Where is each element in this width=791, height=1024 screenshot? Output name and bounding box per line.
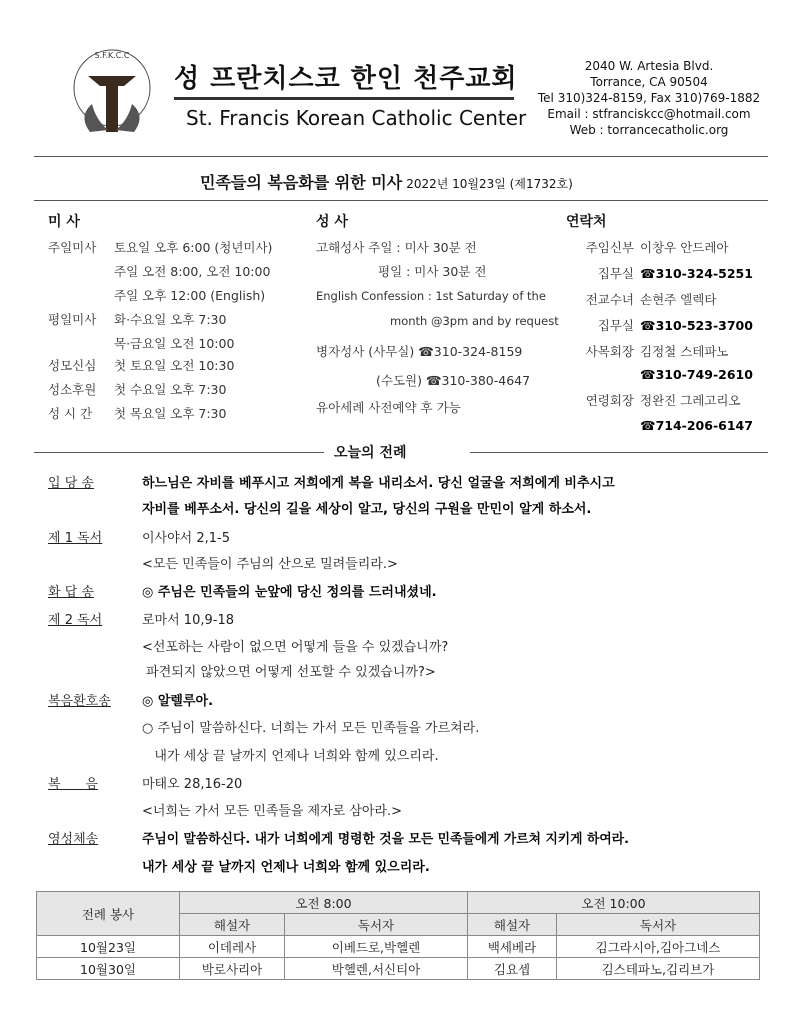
second-reading-label: 제 2 독서 (48, 613, 103, 628)
commentator: 김요셉 (468, 958, 557, 980)
parish-title-korean: 성 프란치스코 한인 천주교회 (174, 64, 518, 94)
mass-row (48, 262, 270, 280)
mass-row-text: 주일 오전 8:00, 오전 10:00 (114, 264, 271, 279)
contact-row (562, 264, 753, 282)
mass-schedule-header: 미 사 (48, 214, 80, 230)
mass-row-text: 주일 오후 12:00 (English) (114, 288, 266, 303)
service-date: 10월23일 (37, 936, 180, 958)
sacrament-row: 고해성사 주일 : 미사 30분 전 (316, 240, 477, 255)
first-reading-ref: 이사야서 2,1-5 (142, 531, 231, 546)
parish-logo (68, 46, 156, 150)
mass-row-label: 성 시 간 (48, 406, 93, 421)
mass-divider (34, 200, 768, 201)
mass-row-text: 화·수요일 오후 7:30 (114, 312, 227, 327)
first-reading-label: 제 1 독서 (48, 531, 103, 546)
gospel-summary: <너희는 가서 모든 민족들을 제자로 삼아라.> (142, 804, 403, 819)
contact-row (562, 418, 753, 433)
first-reading-summary: <모든 민족들이 주님의 산으로 밀려들리라.> (142, 557, 398, 572)
liturgy-divider-left (34, 452, 324, 453)
service-group-header: 오전 10:00 (468, 892, 760, 914)
contact-role: 집무실 (597, 318, 634, 333)
second-reading-ref: 로마서 10,9-18 (142, 613, 234, 628)
psalm-label: 화 답 송 (48, 585, 94, 600)
entrance-antiphon-text: 하느님은 자비를 베푸시고 저희에게 복을 내리소서. 당신 얼굴을 저희에게 비추시고 (142, 476, 615, 491)
communion-antiphon-text: 주님이 말씀하신다. 내가 너희에게 명령한 것을 모든 민족들에게 가르쳐 지키게 하여라. (142, 832, 629, 847)
communion-antiphon-label: 영성체송 (48, 832, 99, 847)
address-line-1: 2040 W. Artesia Blvd. (584, 59, 714, 73)
mass-row-label: 평일미사 (48, 312, 97, 327)
mass-row-text: 첫 토요일 오전 10:30 (114, 358, 235, 373)
parish-title-english: St. Francis Korean Catholic Center (186, 106, 527, 130)
contact-phone[interactable]: ☎310-523-3700 (640, 318, 753, 333)
gospel-acclamation-verse: 내가 세상 끝 날까지 언제나 너희와 함께 있으리라. (142, 749, 439, 764)
contact-value: 정완진 그레고리오 (640, 393, 741, 408)
web-link[interactable]: Web : torrancecatholic.org (569, 123, 729, 137)
contact-role: 연령회장 (585, 393, 634, 408)
contacts-header: 연락처 (566, 214, 607, 230)
sacrament-row: 유아세례 사전예약 후 가능 (316, 400, 461, 415)
service-subheader: 독서자 (285, 914, 468, 936)
service-subheader: 독서자 (557, 914, 760, 936)
entrance-antiphon-label: 입 당 송 (48, 476, 94, 491)
mass-row-text: 첫 수요일 오후 7:30 (114, 382, 227, 397)
liturgy-title: 오늘의 전례 (334, 445, 407, 461)
contact-row (562, 316, 753, 334)
gospel-acclamation-label: 복음환호송 (48, 694, 111, 709)
contact-row (562, 342, 729, 360)
title-divider (174, 97, 514, 100)
lectors: 김스테파노,김리브가 (557, 958, 760, 980)
contact-role: 전교수녀 (585, 292, 634, 307)
psalm-response: ◎ 주님은 민족들의 눈앞에 당신 정의를 드러내셨네. (142, 585, 437, 600)
commentator: 백세베라 (468, 936, 557, 958)
contact-role: 집무실 (597, 266, 634, 281)
commentator: 박로사리아 (180, 958, 285, 980)
parish-contact-block (534, 58, 764, 138)
contact-row (562, 290, 716, 308)
table-row (37, 958, 760, 980)
sacrament-row: 병자성사 (사무실) ☎310-324-8159 (316, 344, 523, 359)
address-line-2: Torrance, CA 90504 (590, 75, 708, 89)
sacrament-row: month @3pm and by request (390, 314, 559, 328)
contact-phone[interactable]: ☎310-324-5251 (640, 266, 753, 281)
bulletin-date: 2022년 10월23일 (제1732호) (406, 177, 573, 191)
contact-value: 이창우 안드레아 (640, 240, 729, 255)
mass-row-text: 토요일 오후 6:00 (청년미사) (114, 240, 273, 255)
mass-row-text: 첫 목요일 오후 7:30 (114, 406, 227, 421)
mass-row (48, 356, 234, 374)
svg-text:S.F.K.C.C: S.F.K.C.C (94, 51, 130, 60)
mass-row-label: 성소후원 (48, 382, 97, 397)
service-subheader: 해설자 (180, 914, 285, 936)
second-reading-summary: 파견되지 않았으면 어떻게 선포할 수 있겠습니까?> (142, 665, 436, 680)
contact-value: 손현주 엘렉타 (640, 292, 717, 307)
sacrament-row: English Confession : 1st Saturday of the (316, 289, 546, 303)
mass-row-label: 성모신심 (48, 358, 97, 373)
contact-row (562, 391, 741, 409)
mass-row (48, 238, 272, 256)
mass-row (48, 286, 265, 304)
contact-value: 김정철 스테파노 (640, 344, 729, 359)
mass-row (48, 404, 226, 422)
sacrament-row: (수도원) ☎310-380-4647 (376, 373, 531, 388)
contact-phone[interactable]: ☎714-206-6147 (640, 418, 753, 433)
sacrament-schedule-header: 성 사 (316, 214, 348, 230)
liturgy-divider-right (470, 452, 768, 453)
header-divider (34, 156, 768, 157)
liturgy-service-table (36, 891, 760, 980)
service-table-title: 전례 봉사 (37, 892, 180, 936)
communion-antiphon-text: 내가 세상 끝 날까지 언제나 너희와 함께 있으리라. (142, 860, 430, 875)
gospel-ref: 마태오 28,16-20 (142, 777, 243, 792)
mass-row (48, 380, 226, 398)
table-row (37, 936, 760, 958)
entrance-antiphon-text: 자비를 베푸소서. 당신의 길을 세상이 알고, 당신의 구원을 만민이 알게 하소서. (142, 502, 592, 517)
lectors: 박헬렌,서신티아 (285, 958, 468, 980)
gospel-label: 복 음 (48, 777, 98, 792)
phone-fax: Tel 310)324-8159, Fax 310)769-1882 (537, 91, 761, 105)
gospel-acclamation-verse: ○ 주님이 말씀하신다. 너희는 가서 모든 민족들을 가르쳐라. (142, 721, 480, 736)
service-date: 10월30일 (37, 958, 180, 980)
mass-row-text: 목·금요일 오전 10:00 (114, 336, 235, 351)
contact-role: 주임신부 (585, 240, 634, 255)
lectors: 이베드로,박헬렌 (285, 936, 468, 958)
contact-row (562, 367, 753, 382)
mass-intention (200, 170, 573, 193)
mass-row-label: 주일미사 (48, 240, 97, 255)
sacrament-row: 평일 : 미사 30분 전 (378, 264, 487, 279)
lectors: 김그라시아,김아그네스 (557, 936, 760, 958)
contact-role: 사목회장 (585, 344, 634, 359)
commentator: 이데레사 (180, 936, 285, 958)
contact-phone[interactable]: ☎310-749-2610 (640, 367, 753, 382)
email-link[interactable]: Email : stfranciskcc@hotmail.com (547, 107, 751, 121)
service-group-header: 오전 8:00 (180, 892, 468, 914)
mass-row (48, 310, 226, 328)
second-reading-summary: <선포하는 사람이 없으면 어떻게 들을 수 있겠습니까? (142, 640, 449, 655)
mass-intention-title: 민족들의 복음화를 위한 미사 (200, 173, 403, 192)
gospel-acclamation-alleluia: ◎ 알렐루아. (142, 694, 214, 709)
mass-row (48, 334, 234, 352)
contact-row (562, 238, 729, 256)
service-subheader: 해설자 (468, 914, 557, 936)
